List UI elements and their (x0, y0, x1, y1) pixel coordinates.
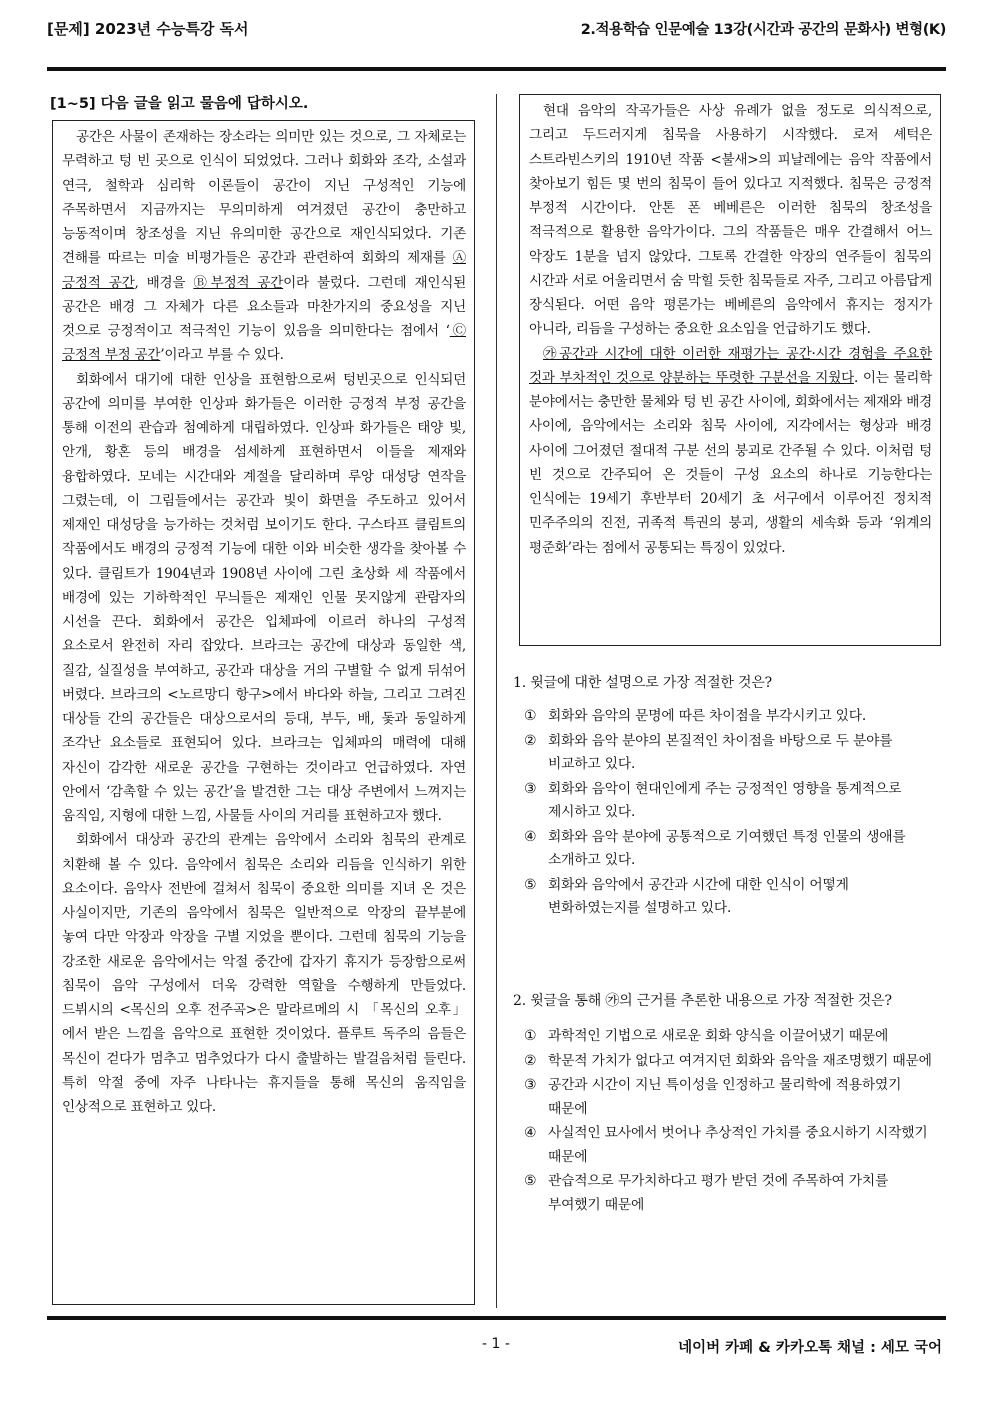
mark-a-positive-space: Ⓐ긍정적 공간 (62, 250, 466, 291)
answer-choice[interactable] (513, 1122, 943, 1169)
passage-paragraph-2: 회화에서 대기에 대한 인상을 표현함으로써 텅빈곳으로 인식되던 공간에 의미를 부여한 인상파 화가들은 이러한 긍정적 부정 공간을 통해 이전의 관습과 첨예하게 대립하였다. 인상파 화가들은 태양 빛, 안개, 황혼 등의 배경을 섬세하게 표현하면서 이들을 제재와 융합하였다. 모네는 시간대와 계절을 달리하며 루앙 대성당 연작을 그렸는데, 이 그림들에서는 공간과 빛이 화면을 주도하고 있어서 제재인 대성당을 능가하는 것처럼 보이기도 한다. 구스타프 클림트의 작품에서도 배경의 긍정적 기능에 대한 이와 비슷한 생각을 찾아볼 수 있다. 클림트가 1904년과 1908년 사이에 그린 초상화 세 작품에서 배경에 있는 기하학적인 무늬들은 제재인 인물 못지않게 관람자의 시선을 끈다. 회화에서 공간은 입체파에 이르러 하나의 구성적 요소로서 완전히 자리 잡았다. 브라크는 공간에 대상과 동일한 색, 질감, 실질성을 부여하고, 공간과 대상을 거의 구별할 수 없게 뒤섞어 버렸다. 브라크의 <노르망디 항구>에서 바다와 하늘, 그리고 그려진 대상들 간의 공간들은 대상으로서의 등대, 부두, 배, 돛과 동일하게 조각난 요소들로 표현되어 있다. 브라크는 입체파의 매력에 대해 자신이 감각한 새로운 공간을 구현하는 것이라고 언급하였다. 자연 안에서 ‘감촉할 수 있는 공간’을 발견한 그는 대상 주변에서 느껴지는 움직임, 지형에 대한 느낌, 사물들 사이의 거리를 표현하고자 했다. (62, 371, 466, 824)
question-1 (513, 672, 943, 921)
question-1-choices (513, 705, 943, 921)
page-number: - 1 - (482, 1336, 510, 1352)
header-exam-title: [문제] 2023년 수능특강 독서 (47, 20, 249, 38)
answer-choice[interactable] (513, 730, 943, 777)
header-unit-title: 2.적용학습 인문예술 13강(시간과 공간의 문화사) 변형(K) (580, 22, 946, 38)
choice-number: ① (524, 708, 537, 724)
choice-number: ③ (524, 1077, 537, 1093)
mark-c-positive-negative-space: Ⓒ긍정적 부정 공간 (62, 323, 466, 364)
choice-number: ② (524, 1052, 537, 1069)
mark-ga-underlined-sentence: ㉮공간과 시간에 대한 이러한 재평가는 공간·시간 경험을 주요한 것과 부차적인 것으로 양분하는 뚜렷한 구분선을 지웠다 (529, 345, 932, 386)
answer-choice[interactable] (513, 705, 943, 729)
choice-text: 회화와 음악 분야의 본질적인 차이점을 바탕으로 두 분야를 비교하고 있다. (548, 732, 893, 772)
question-2-choices (513, 1025, 943, 1217)
question-1-stem: 1. 윗글에 대한 설명으로 가장 적절한 것은? (513, 675, 772, 691)
choice-text: 회화와 음악 분야에 공통적으로 기여했던 특정 인물의 생애를 소개하고 있다. (548, 828, 906, 868)
passage-right-column (519, 94, 941, 646)
choice-text: 학문적 가치가 없다고 여겨지던 회화와 음악을 재조명했기 때문에 (548, 1052, 932, 1069)
choice-number: ④ (524, 1125, 537, 1141)
question-2-stem: 2. 윗글을 통해 ㉮의 근거를 추론한 내용으로 가장 적절한 것은? (513, 993, 892, 1009)
footer-channel-credit: 네이버 카페 & 카카오톡 채널 : 세모 국어 (678, 1340, 942, 1356)
answer-choice[interactable] (513, 1170, 943, 1217)
choice-number: ② (524, 732, 537, 749)
choice-number: ① (524, 1028, 537, 1044)
choice-text: 회화와 음악이 현대인에게 주는 긍정적인 영향을 통계적으로 제시하고 있다. (548, 780, 902, 820)
choice-number: ⑤ (524, 876, 537, 893)
passage-paragraph-5: ㉮공간과 시간에 대한 이러한 재평가는 공간·시간 경험을 주요한 것과 부차적인 것으로 양분하는 뚜렷한 구분선을 지웠다. 이는 물리학 분야에서는 충만한 물체와 텅 빈 공간 사이에, 회화에서는 제재와 배경 사이에, 음악에서는 소리와 침묵 사이에, 지각에서는 형상과 배경 사이에 그어졌던 절대적 구분 선의 붕괴로 간주될 수 있다. 이처럼 텅 빈 것으로 간주되어 온 것들이 구성 요소의 하나로 기능한다는 인식에는 19세기 후반부터 20세기 초 서구에서 이루어진 정치적 민주주의의 진전, 귀족적 특권의 붕괴, 생활의 세속화 등과 ‘위계의 평준화’라는 점에서 공통되는 특징이 있었다. (529, 345, 933, 556)
choice-text: 관습적으로 무가치하다고 평가 받던 것에 주목하여 가치를 부여했기 때문에 (548, 1173, 889, 1213)
answer-choice[interactable] (513, 778, 943, 825)
choice-text: 공간과 시간이 지닌 특이성을 인정하고 물리학에 적용하였기 때문에 (548, 1077, 902, 1117)
column-divider (496, 94, 497, 1308)
passage-paragraph-3: 회화에서 대상과 공간의 관계는 음악에서 소리와 침묵의 관계로 치환해 볼 수 있다. 음악에서 침묵은 소리와 리듬을 인식하기 위한 요소이다. 음악사 전반에 걸쳐서 침묵이 중요한 의미를 지녀 온 것은 사실이지만, 기존의 음악에서 침묵은 일반적으로 악장의 끝부분에 놓여 다만 악장과 악장을 구별 지었을 뿐이다. 그런데 침묵의 기능을 강조한 새로운 음악에서는 악절 중간에 갑자기 휴지가 등장함으로써 침묵이 음악 구성에서 더욱 강력한 역할을 수행하게 만들었다. 드뷔시의 <목신의 오후 전주곡>은 말라르메의 시 「목신의 오후」에서 받은 느낌을 음악으로 표현한 것이었다. 플루트 독주의 음들은 목신이 걷다가 멈추고 멈추었다가 다시 출발하는 발걸음처럼 들린다. 특히 악절 중에 자주 나타나는 휴지들을 통해 목신의 움직임을 인상적으로 표현하고 있다. (62, 832, 466, 1115)
passage-left-column (52, 120, 475, 1305)
question-2 (513, 990, 943, 1217)
passage-paragraph-1: 공간은 사물이 존재하는 장소라는 의미만 있는 것으로, 그 자체로는 무력하고 텅 빈 곳으로 인식이 되었었다. 그러나 회화와 조각, 소설과 연극, 철학과 심리학 이론들이 공간이 지닌 구성적인 기능에 주목하면서 지금까지는 무의미하게 여겨졌던 공간이 충만하고 능동적이며 창조성을 지닌 유의미한 공간으로 재인식되었다. 기존 견해를 따르는 미술 비평가들은 공간과 관련하여 회화의 제재를 Ⓐ긍정적 공간, 배경을 Ⓑ부정적 공간이라 불렀다. 그런데 재인식된 공간은 배경 그 자체가 다른 요소들과 마찬가지의 중요성을 지닌 것으로 긍정적이고 적극적인 기능이 있음을 의미한다는 점에서 ‘Ⓒ긍정적 부정 공간’이라고 부를 수 있다. (62, 129, 467, 364)
footer-rule (47, 1316, 946, 1320)
choice-text: 회화와 음악의 문명에 따른 차이점을 부각시키고 있다. (548, 708, 867, 724)
choice-number: ⑤ (524, 1173, 537, 1189)
choice-text: 회화와 음악에서 공간과 시간에 대한 인식이 어떻게 변화하였는지를 설명하고 있다. (548, 876, 849, 916)
choice-number: ③ (524, 780, 537, 797)
mark-b-negative-space: Ⓑ부정적 공간 (193, 274, 284, 291)
answer-choice[interactable] (513, 874, 943, 921)
question-set-instruction: [1~5] 다음 글을 읽고 물음에 답하시오. (50, 96, 309, 112)
passage-paragraph-4: 현대 음악의 작곡가들은 사상 유례가 없을 정도로 의식적으로, 그리고 두드러지게 침묵을 사용하기 시작했다. 로저 셰턱은 스트라빈스키의 1910년 작품 <불새>의 피날레에는 음악 작품에서 찾아보기 힘든 몇 번의 침묵이 들어 있다고 지적했다. 침묵은 긍정적 부정적 시간이다. 안톤 폰 베베른은 이러한 침묵의 창조성을 적극적으로 활용한 음악가이다. 그의 작품들은 매우 간결해서 어느 악장도 1분을 넘지 않았다. 그토록 간결한 악장의 연주들이 침묵의 시간과 서로 어울리면서 숨 막힐 듯한 침묵들로 자주, 그리고 아름답게 장식된다. 어떤 음악 평론가는 베베른의 음악에서 휴지는 정지가 아니라, 리듬을 구성하는 중요한 요소임을 언급하기도 했다. (529, 103, 932, 338)
answer-choice[interactable] (513, 1050, 943, 1074)
header-rule (47, 67, 946, 71)
choice-text: 사실적인 묘사에서 벗어나 추상적인 가치를 중요시하기 시작했기 때문에 (548, 1125, 928, 1165)
answer-choice[interactable] (513, 1074, 943, 1121)
answer-choice[interactable] (513, 1025, 943, 1049)
choice-number: ④ (524, 828, 537, 845)
answer-choice[interactable] (513, 826, 943, 873)
choice-text: 과학적인 기법으로 새로운 회화 양식을 이끌어냈기 때문에 (548, 1028, 889, 1044)
